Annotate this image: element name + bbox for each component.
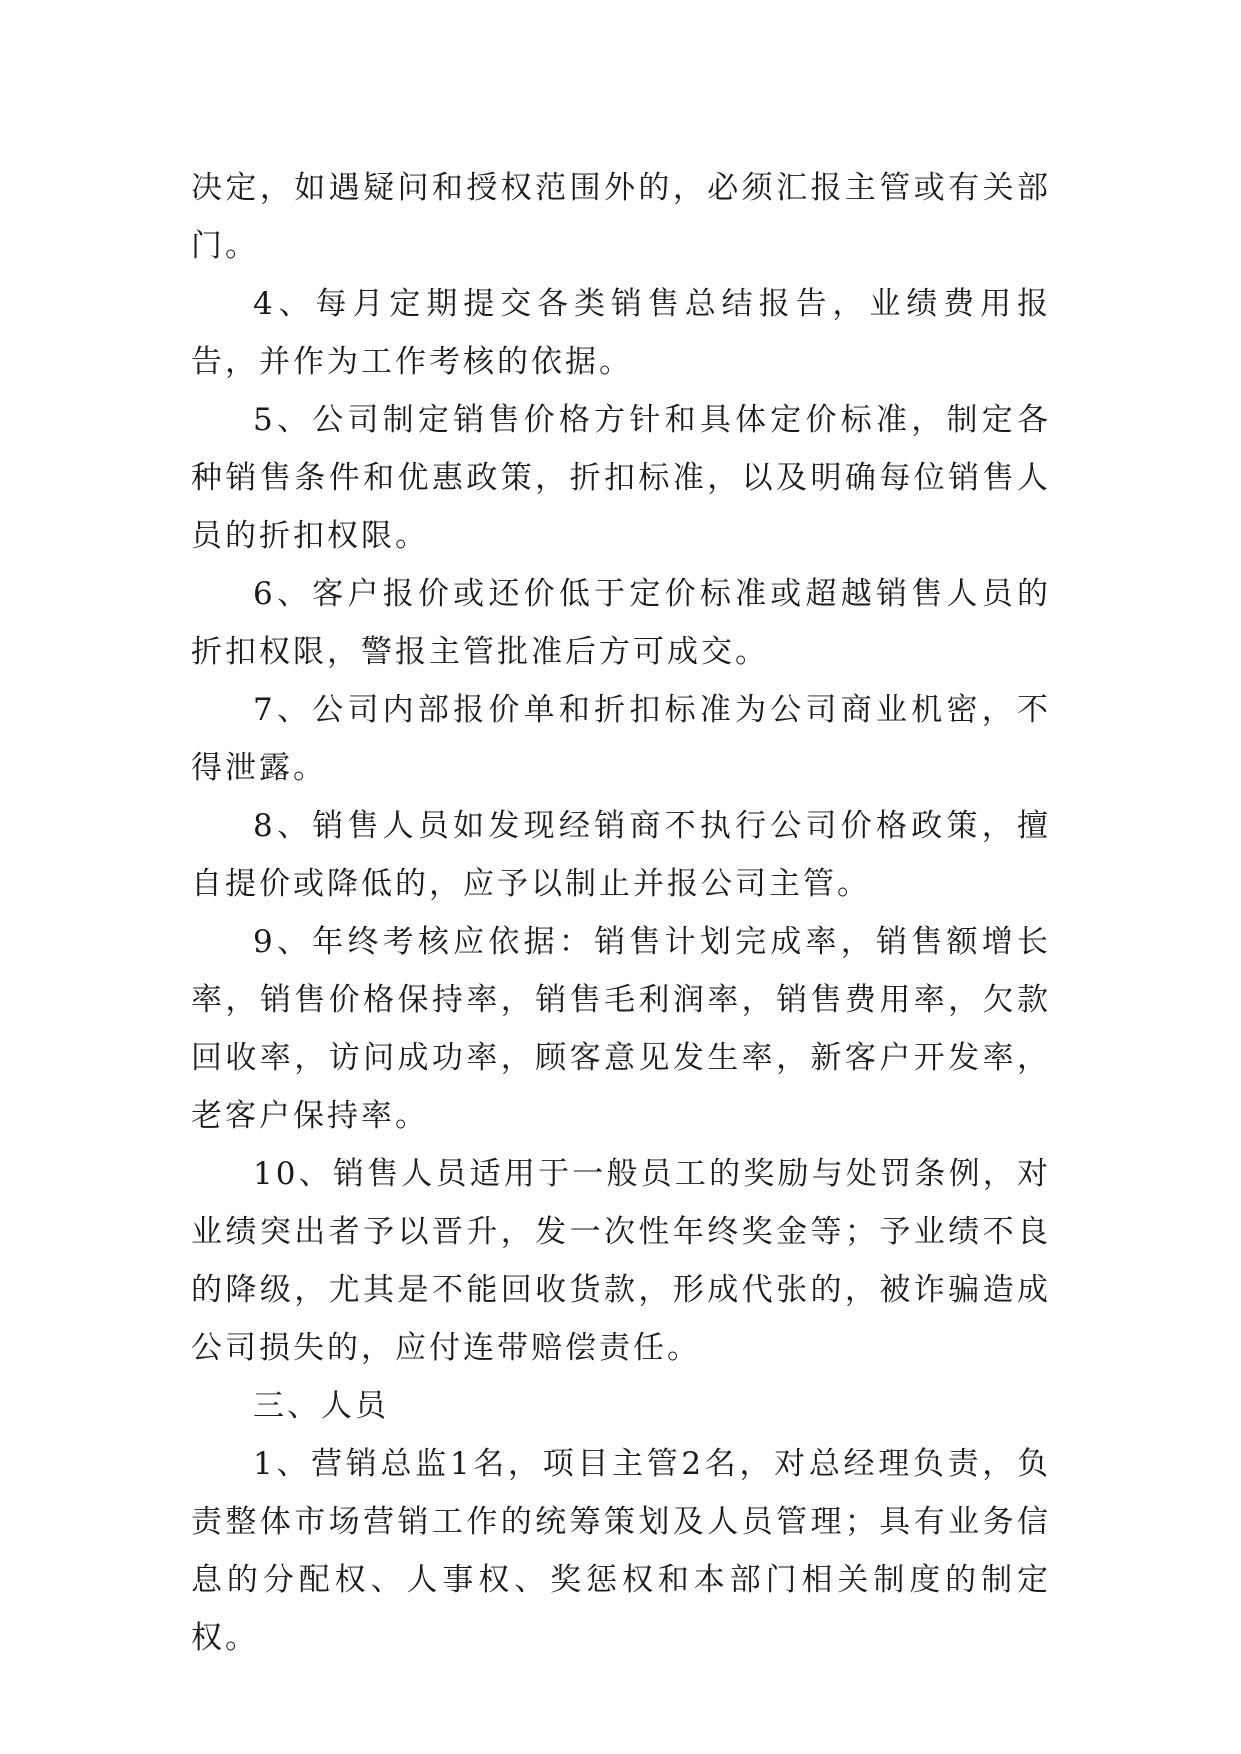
paragraph-item-8: 8、销售人员如发现经销商不执行公司价格政策，擅自提价或降低的，应予以制止并报公司主管。	[191, 808, 1051, 902]
paragraph-item-5: 5、公司制定销售价格方针和具体定价标准，制定各种销售条件和优惠政策，折扣标准，以及明确每位销售人员的折扣权限。	[191, 402, 1051, 554]
document-body	[191, 159, 1051, 1667]
paragraph-item-7: 7、公司内部报价单和折扣标准为公司商业机密，不得泄露。	[191, 692, 1051, 786]
section-heading-personnel: 三、人员	[253, 1388, 389, 1424]
paragraph-item-10: 10、销售人员适用于一般员工的奖励与处罚条例，对业绩突出者予以晋升，发一次性年终奖金等；予业绩不良的降级，尤其是不能回收货款，形成代张的，被诈骗造成公司损失的，应付连带赔偿责任。	[191, 1156, 1051, 1366]
paragraph-item-6: 6、客户报价或还价低于定价标准或超越销售人员的折扣权限，警报主管批准后方可成交。	[191, 576, 1051, 670]
paragraph-item-9: 9、年终考核应依据：销售计划完成率，销售额增长率，销售价格保持率，销售毛利润率，销售费用率，欠款回收率，访问成功率，顾客意见发生率，新客户开发率，老客户保持率。	[191, 924, 1051, 1134]
paragraph-item-4: 4、每月定期提交各类销售总结报告，业绩费用报告，并作为工作考核的依据。	[191, 286, 1051, 380]
paragraph-continuation: 决定，如遇疑问和授权范围外的，必须汇报主管或有关部门。	[191, 170, 1051, 264]
paragraph-personnel-item-1: 1、营销总监1名，项目主管2名，对总经理负责，负责整体市场营销工作的统筹策划及人员管理；具有业务信息的分配权、人事权、奖惩权和本部门相关制度的制定权。	[191, 1446, 1051, 1656]
